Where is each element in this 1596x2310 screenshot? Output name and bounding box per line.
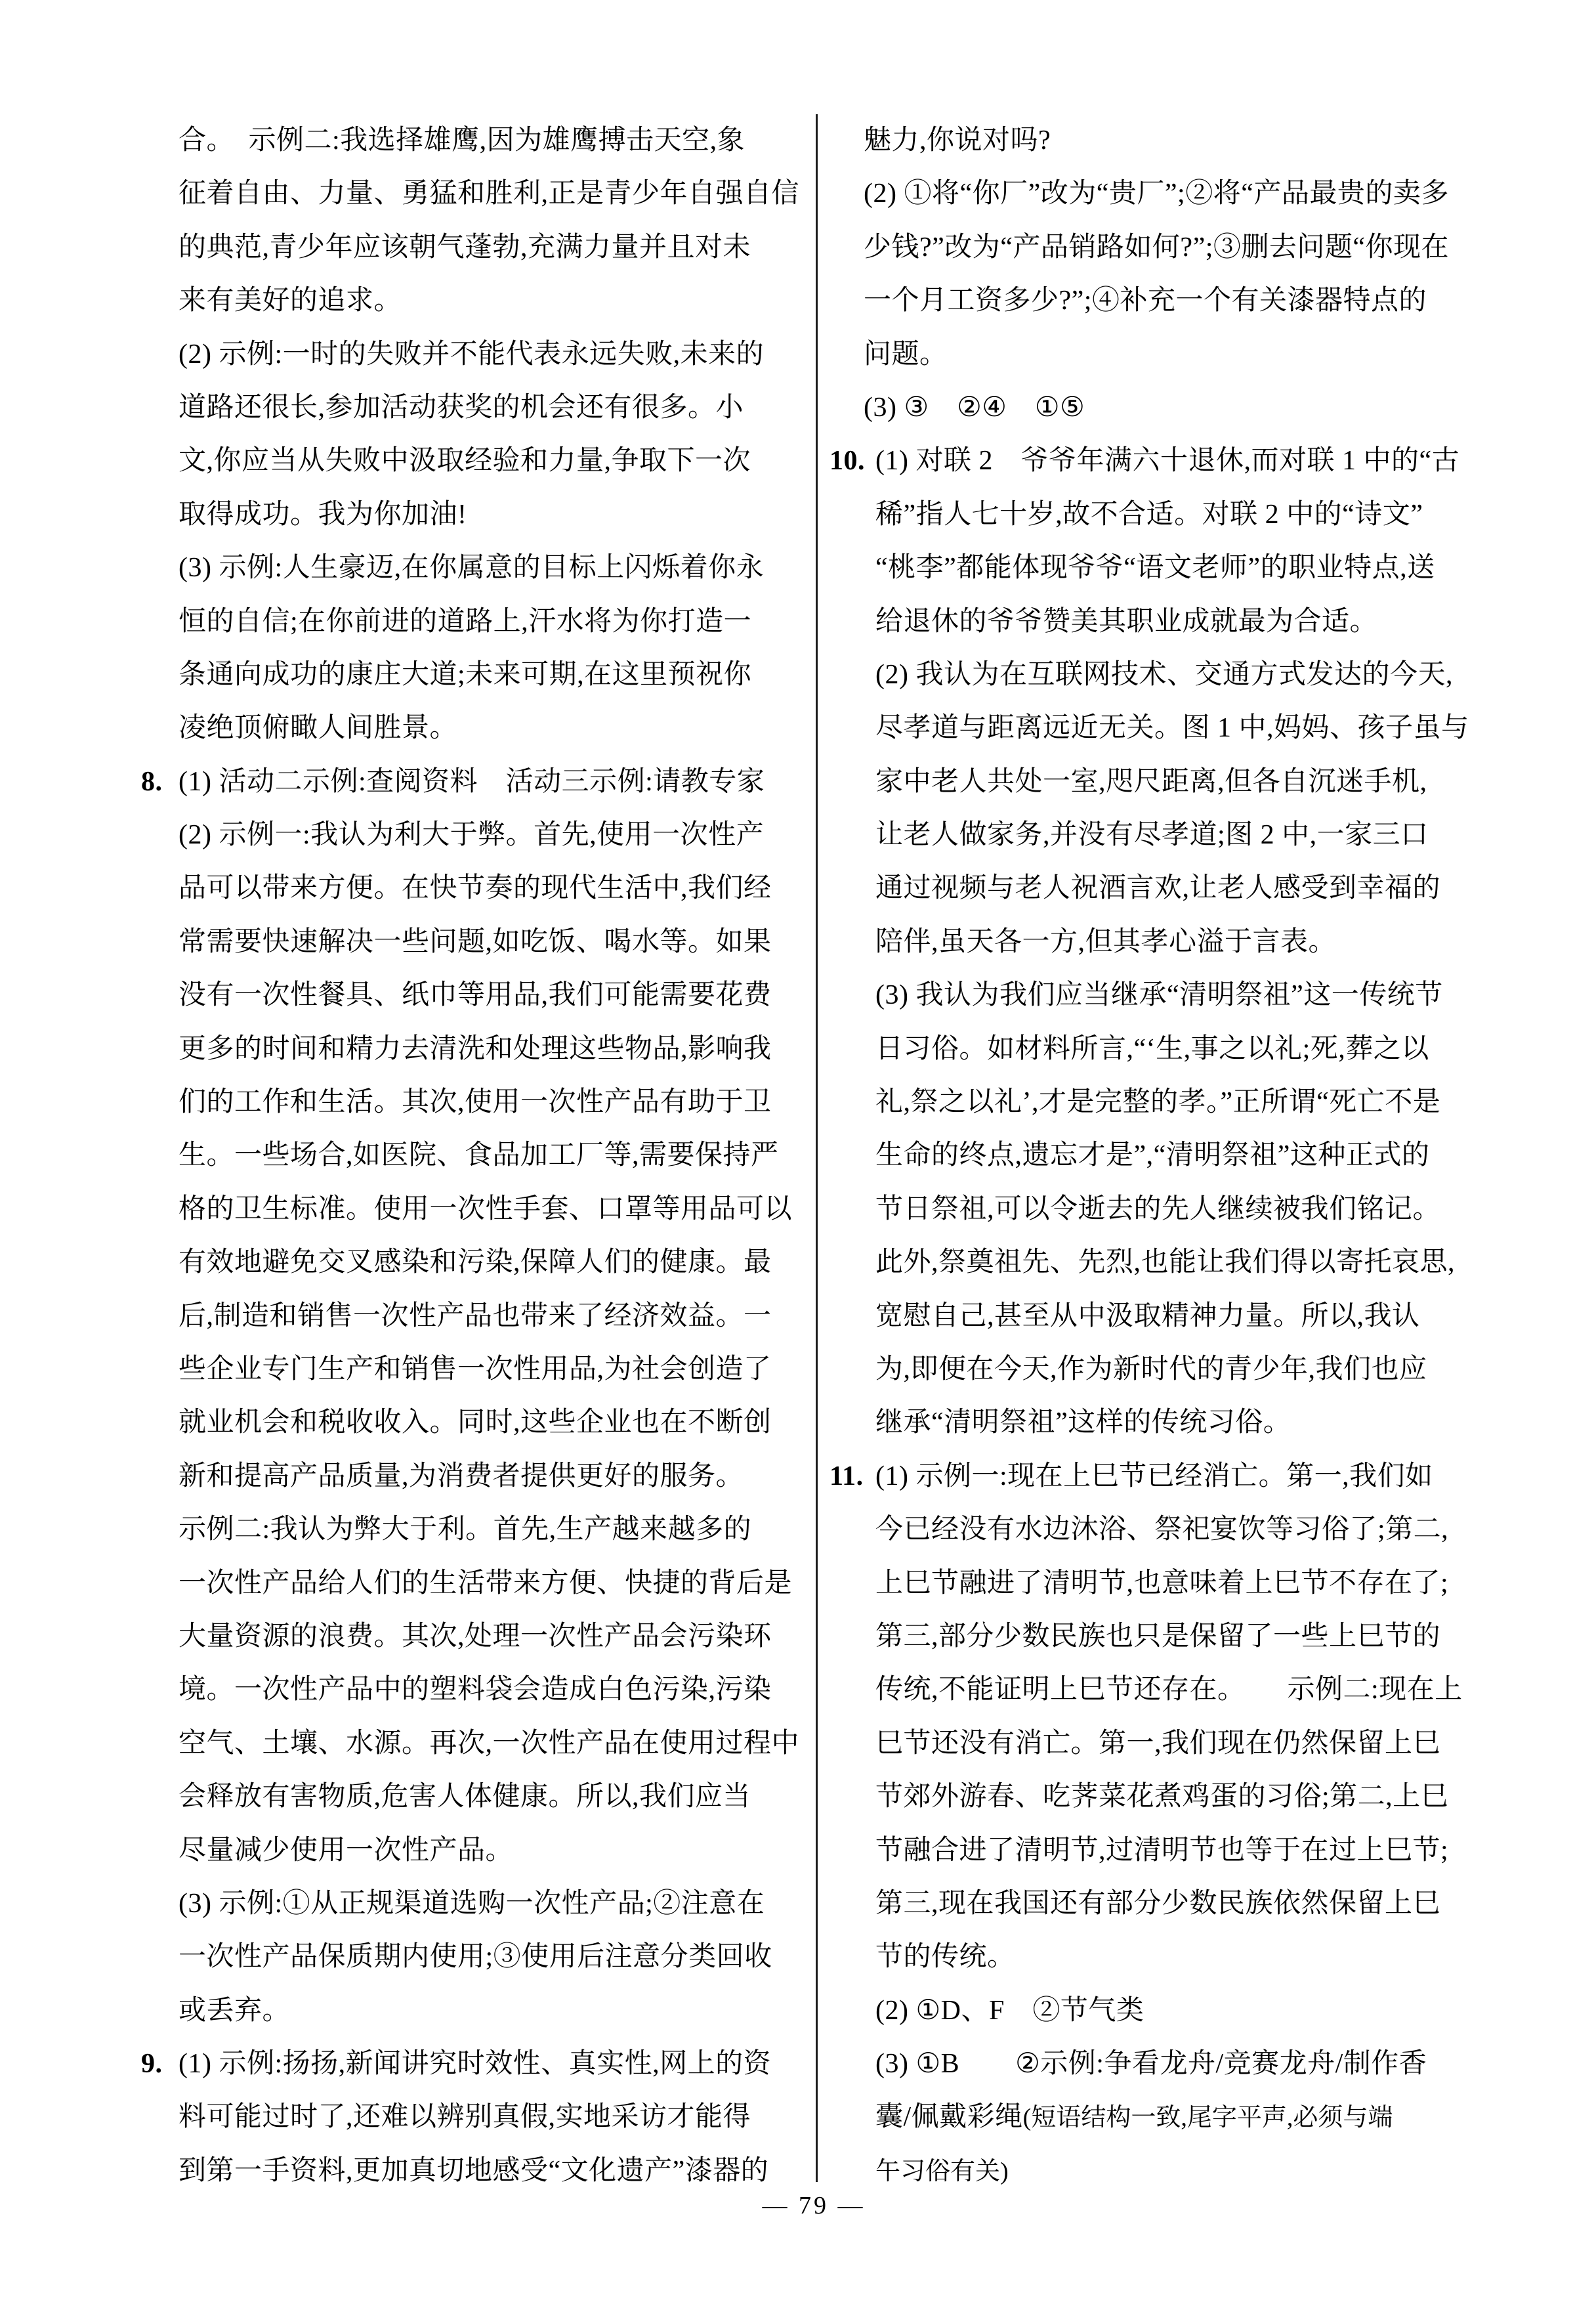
line-text: 会释放有害物质,危害人体健康。所以,我们应当: [178, 1782, 751, 1812]
line-text: 没有一次性餐具、纸巾等用品,我们可能需要花费: [178, 980, 772, 1011]
text-line: [178, 274, 812, 328]
text-line: [875, 1129, 1497, 1182]
line-text: 新和提高产品质量,为消费者提供更好的服务。: [178, 1461, 744, 1491]
line-text: 魅力,你说对吗?: [864, 125, 1051, 156]
line-text: 品可以带来方便。在快节奏的现代生活中,我们经: [178, 873, 772, 904]
line-text: 为,即便在今天,作为新时代的青少年,我们也应: [875, 1354, 1427, 1384]
text-line: [875, 1396, 1497, 1449]
line-text: 囊/佩戴彩绳: [875, 2102, 1023, 2133]
text-line: [875, 1877, 1497, 1931]
text-line: [178, 1663, 812, 1717]
text-line: [875, 1343, 1497, 1396]
line-text: (3) 我认为我们应当继承“清明祭祖”这一传统节: [875, 980, 1443, 1011]
line-text: 生命的终点,遗忘才是”,“清明祭祖”这种正式的: [875, 1140, 1430, 1171]
line-text: 第三,现在我国还有部分少数民族依然保留上巳: [875, 1888, 1441, 1919]
text-line: [178, 542, 812, 595]
text-line: [178, 1396, 812, 1449]
text-line: [830, 435, 1497, 488]
text-line: [875, 702, 1497, 755]
text-line: [178, 862, 812, 915]
text-line: [178, 1877, 812, 1931]
text-line: [178, 221, 812, 274]
note-text: 午习俗有关): [875, 2157, 1009, 2185]
text-line: [141, 756, 812, 809]
line-text: 节郊外游春、吃荠菜花煮鸡蛋的习俗;第二,上巳: [875, 1782, 1449, 1812]
text-line: [178, 916, 812, 969]
text-line: [875, 1076, 1497, 1129]
text-line: [875, 969, 1497, 1022]
line-text: (3) ③ ②④ ①⑤: [864, 392, 1085, 423]
text-line: [178, 702, 812, 755]
text-line: [830, 1450, 1497, 1503]
line-text: 示例二:我认为弊大于利。首先,生产越来越多的: [178, 1514, 752, 1545]
page-footer: [141, 2191, 1486, 2220]
line-text: 节融合进了清明节,过清明节也等于在过上巳节;: [875, 1835, 1449, 1866]
line-text: 文,你应当从失败中汲取经验和力量,争取下一次: [178, 446, 751, 477]
line-text: 有效地避免交叉感染和污染,保障人们的健康。最: [178, 1247, 772, 1278]
note-text: (短语结构一致,尾字平声,必须与端: [1022, 2104, 1393, 2132]
text-line: [178, 435, 812, 488]
text-line: [178, 167, 812, 221]
text-line: [875, 1236, 1497, 1289]
text-line: [178, 1290, 812, 1343]
text-line: [864, 114, 1497, 167]
text-line: [178, 1076, 812, 1129]
text-line: [178, 381, 812, 435]
text-line: [178, 1183, 812, 1236]
text-line: [178, 1984, 812, 2038]
text-line: [178, 488, 812, 542]
text-line: [875, 542, 1497, 595]
line-text: 料可能过时了,还难以辨别真假,实地采访才能得: [178, 2102, 751, 2133]
text-line: [864, 221, 1497, 274]
line-text: 道路还很长,参加活动获奖的机会还有很多。小: [178, 392, 744, 423]
line-text: 常需要快速解决一些问题,如吃饭、喝水等。如果: [178, 926, 772, 957]
text-line: [864, 328, 1497, 381]
text-line: [875, 1610, 1497, 1663]
line-text: (3) ①B ②示例:争看龙舟/竞赛龙舟/制作香: [875, 2049, 1427, 2080]
line-text: (1) 示例:扬扬,新闻讲究时效性、真实性,网上的资: [178, 2049, 772, 2080]
line-text: (3) 示例:人生豪迈,在你属意的目标上闪烁着你永: [178, 553, 765, 584]
text-line: [875, 916, 1497, 969]
line-text: 一次性产品保质期内使用;③使用后注意分类回收: [178, 1942, 772, 1973]
text-line: [875, 1557, 1497, 1610]
line-text: 条通向成功的康庄大道;未来可期,在这里预祝你: [178, 659, 752, 690]
line-text: “桃李”都能体现爷爷“语文老师”的职业特点,送: [875, 553, 1435, 584]
text-line: [875, 1183, 1497, 1236]
line-text: 节日祭祖,可以令逝去的先人继续被我们铭记。: [875, 1193, 1441, 1224]
text-line: [875, 862, 1497, 915]
line-text: 日习俗。如材料所言,“‘生,事之以礼;死,葬之以: [875, 1033, 1429, 1064]
line-text: 一次性产品给人们的生活带来方便、快捷的背后是: [178, 1568, 793, 1598]
text-line: [178, 1557, 812, 1610]
line-text: 就业机会和税收收入。同时,这些企业也在不断创: [178, 1407, 772, 1438]
line-text: 问题。: [864, 339, 948, 370]
text-line: [178, 1770, 812, 1824]
text-line: [178, 2091, 812, 2144]
text-line: [178, 2145, 812, 2198]
text-line: [875, 595, 1497, 649]
line-text: 后,制造和销售一次性产品也带来了经济效益。一: [178, 1300, 772, 1331]
line-text: 凌绝顶俯瞰人间胜景。: [178, 713, 458, 744]
line-text: 格的卫生标准。使用一次性手套、口罩等用品可以: [178, 1193, 793, 1224]
text-line: [864, 167, 1497, 221]
text-line: [875, 1663, 1497, 1717]
line-text: 宽慰自己,甚至从中汲取精神力量。所以,我认: [875, 1300, 1420, 1331]
text-line: [875, 1931, 1497, 1984]
text-line: [875, 1824, 1497, 1877]
line-text: 继承“清明祭祖”这样的传统习俗。: [875, 1407, 1292, 1438]
line-text: 尽量减少使用一次性产品。: [178, 1835, 514, 1866]
line-text: (2) ①将“你厂”改为“贵厂”;②将“产品最贵的卖多: [864, 179, 1449, 209]
text-line: [178, 1343, 812, 1396]
text-line: [178, 1610, 812, 1663]
line-text: (2) ①D、F ②节气类: [875, 1995, 1144, 2026]
text-line: [875, 809, 1497, 862]
text-line: [178, 1129, 812, 1182]
text-line: [178, 969, 812, 1022]
item-number: 11.: [830, 1461, 864, 1491]
text-line: [875, 2145, 1497, 2198]
line-text: 们的工作和生活。其次,使用一次性产品有助于卫: [178, 1087, 772, 1118]
column-divider-rule: [816, 114, 818, 2182]
item-number: 10.: [830, 446, 865, 477]
line-text: (3) 示例:①从正规渠道选购一次性产品;②注意在: [178, 1888, 765, 1919]
line-text: 礼,祭之以礼’,才是完整的孝。”正所谓“死亡不是: [875, 1087, 1441, 1118]
text-line: [178, 1023, 812, 1076]
line-text: 上巳节融进了清明节,也意味着上巳节不存在了;: [875, 1568, 1449, 1598]
line-text: (1) 对联 2 爷爷年满六十退休,而对联 1 中的“古: [875, 446, 1460, 477]
line-text: 给退休的爷爷赞美其职业成就最为合适。: [875, 606, 1378, 637]
text-line: [178, 595, 812, 649]
text-line: [875, 2091, 1497, 2144]
item-number: 9.: [141, 2049, 163, 2080]
right-column: [830, 114, 1497, 2198]
text-line: [875, 1503, 1497, 1556]
text-line: [178, 328, 812, 381]
line-text: 巳节还没有消亡。第一,我们现在仍然保留上巳: [875, 1728, 1441, 1759]
text-line: [875, 756, 1497, 809]
line-text: 生。一些场合,如医院、食品加工厂等,需要保持严: [178, 1140, 779, 1171]
text-line: [875, 488, 1497, 542]
text-line: [178, 1824, 812, 1877]
line-text: 更多的时间和精力去清洗和处理这些物品,影响我: [178, 1033, 772, 1064]
line-text: 稀”指人七十岁,故不合适。对联 2 中的“诗文”: [875, 499, 1423, 530]
text-line: [875, 1717, 1497, 1770]
left-column: [141, 114, 812, 2198]
line-text: (2) 示例:一时的失败并不能代表永远失败,未来的: [178, 339, 765, 370]
item-number: 8.: [141, 766, 163, 797]
text-line: [178, 1717, 812, 1770]
line-text: 大量资源的浪费。其次,处理一次性产品会污染环: [178, 1621, 772, 1652]
line-text: 征着自由、力量、勇猛和胜利,正是青少年自强自信: [178, 179, 800, 209]
text-line: [178, 809, 812, 862]
line-text: 来有美好的追求。: [178, 286, 402, 316]
text-line: [178, 1450, 812, 1503]
page-number: — 79 —: [762, 2192, 866, 2219]
line-text: 的典范,青少年应该朝气蓬勃,充满力量并且对未: [178, 232, 751, 263]
line-text: 少钱?”改为“产品销路如何?”;③删去问题“你现在: [864, 232, 1450, 263]
line-text: 合。 示例二:我选择雄鹰,因为雄鹰搏击天空,象: [178, 125, 746, 156]
text-line: [178, 114, 812, 167]
text-line: [178, 649, 812, 702]
text-line: [864, 381, 1497, 435]
text-line: [141, 2038, 812, 2091]
line-text: (2) 示例一:我认为利大于弊。首先,使用一次性产: [178, 820, 765, 851]
line-text: 空气、土壤、水源。再次,一次性产品在使用过程中: [178, 1728, 800, 1759]
text-line: [875, 2038, 1497, 2091]
text-line: [864, 274, 1497, 328]
line-text: 家中老人共处一室,咫尺距离,但各自沉迷手机,: [875, 766, 1427, 797]
line-text: (1) 示例一:现在上巳节已经消亡。第一,我们如: [875, 1461, 1433, 1491]
text-line: [178, 1931, 812, 1984]
line-text: 恒的自信;在你前进的道路上,汗水将为你打造一: [178, 606, 752, 637]
line-text: 今已经没有水边沐浴、祭祀宴饮等习俗了;第二,: [875, 1514, 1449, 1545]
line-text: 或丢弃。: [178, 1995, 291, 2026]
line-text: 取得成功。我为你加油!: [178, 499, 467, 530]
text-line: [875, 649, 1497, 702]
text-line: [178, 1236, 812, 1289]
text-line: [875, 1290, 1497, 1343]
text-line: [178, 1503, 812, 1556]
line-text: 到第一手资料,更加真切地感受“文化遗产”漆器的: [178, 2155, 769, 2186]
line-text: (2) 我认为在互联网技术、交通方式发达的今天,: [875, 659, 1453, 690]
line-text: 节的传统。: [875, 1942, 1015, 1973]
line-text: 让老人做家务,并没有尽孝道;图 2 中,一家三口: [875, 820, 1429, 851]
line-text: 陪伴,虽天各一方,但其孝心溢于言表。: [875, 926, 1337, 957]
line-text: 此外,祭奠祖先、先烈,也能让我们得以寄托哀思,: [875, 1247, 1456, 1278]
line-text: 些企业专门生产和销售一次性用品,为社会创造了: [178, 1354, 772, 1384]
line-text: (1) 活动二示例:查阅资料 活动三示例:请教专家: [178, 766, 765, 797]
line-text: 通过视频与老人祝酒言欢,让老人感受到幸福的: [875, 873, 1441, 904]
line-text: 传统,不能证明上巳节还存在。 示例二:现在上: [875, 1675, 1463, 1705]
text-line: [875, 1023, 1497, 1076]
text-line: [875, 1770, 1497, 1824]
line-text: 一个月工资多少?”;④补充一个有关漆器特点的: [864, 286, 1427, 316]
line-text: 境。一次性产品中的塑料袋会造成白色污染,污染: [178, 1675, 772, 1705]
line-text: 尽孝道与距离远近无关。图 1 中,妈妈、孩子虽与: [875, 713, 1469, 744]
text-line: [875, 1984, 1497, 2038]
line-text: 第三,部分少数民族也只是保留了一些上巳节的: [875, 1621, 1441, 1652]
